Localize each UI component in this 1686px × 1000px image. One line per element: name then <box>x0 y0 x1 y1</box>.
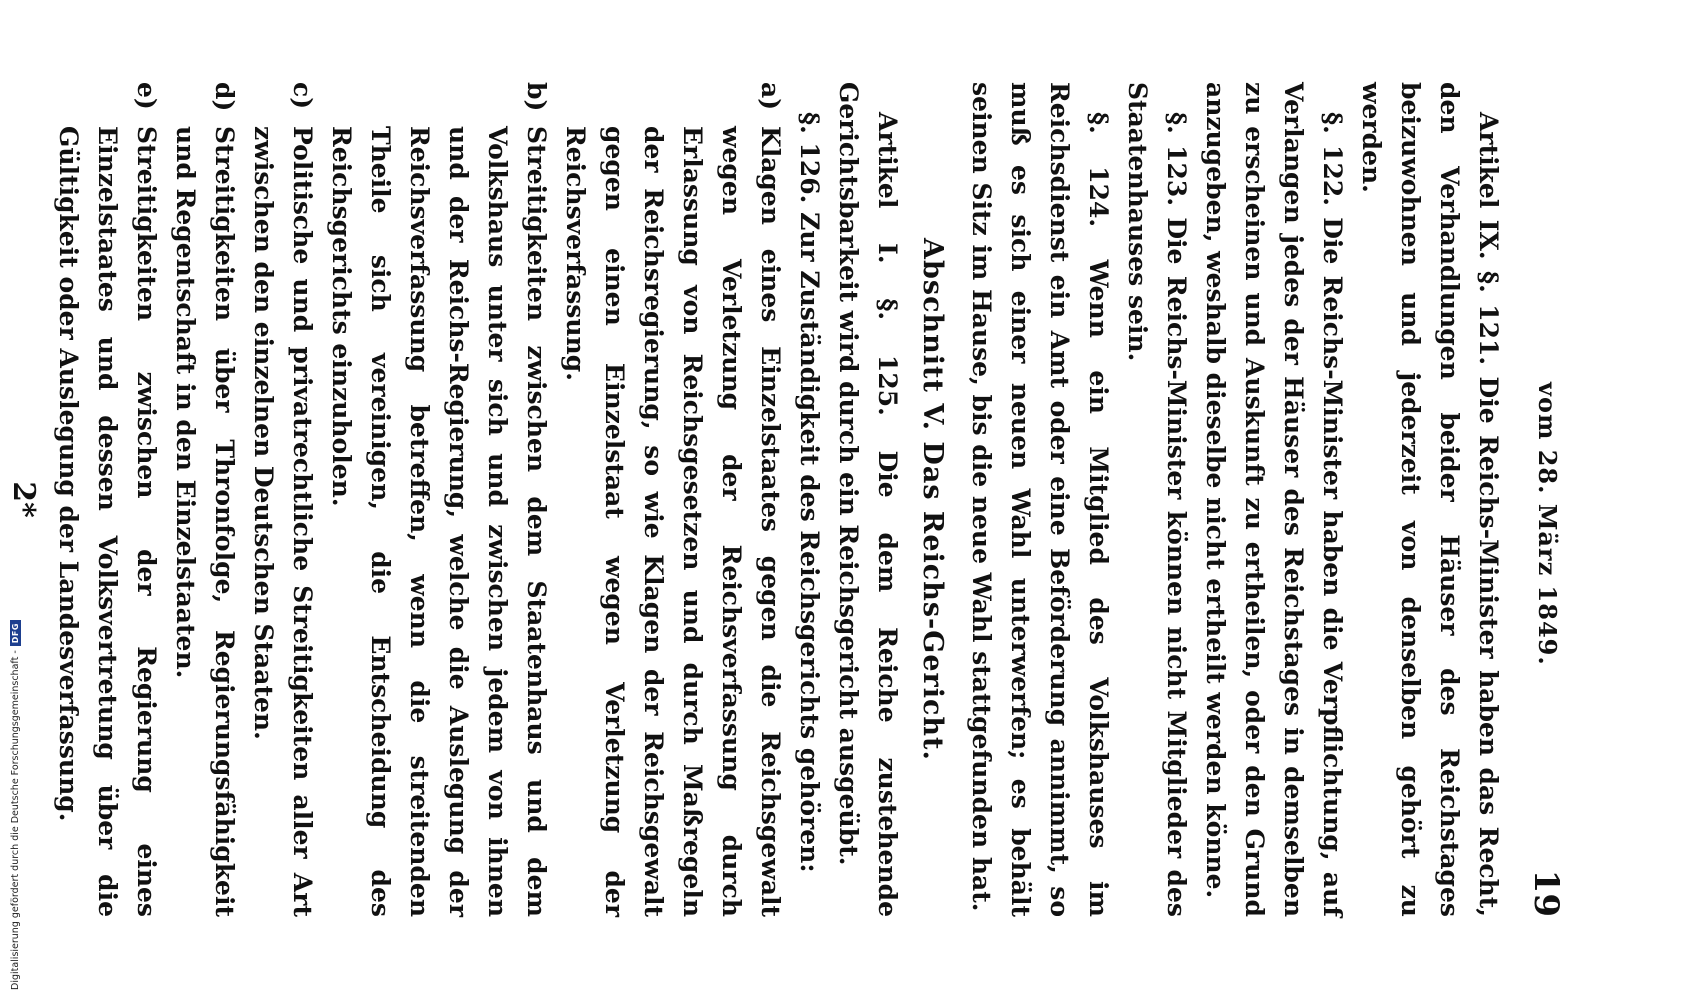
list-item-text: Streitigkeiten zwischen der Regierung eines Einzelstaates und dessen Volksvertretung über die Gültigkeit oder Auslegung der Landesverfassung. <box>54 126 161 917</box>
list-item-marker: b) <box>522 82 551 112</box>
list-item-text: Politische und privatrechtliche Streitigkeiten aller Art zwischen den einzelnen Deutschen Staaten. <box>249 126 317 917</box>
list-item-marker: e) <box>132 82 161 110</box>
list-item-text: Streitigkeiten über Thronfolge, Regierungsfähigkeit und Regentschaft in den Einzelstaaten. <box>171 126 239 917</box>
list-item <box>556 82 790 917</box>
list-item <box>49 82 166 917</box>
section-heading: Abschnitt V. Das Reichs-Gericht. <box>917 238 948 761</box>
body-text <box>0 82 1508 917</box>
paragraph-article-1-125: Artikel I. §. 125. Die dem Reiche zustehende Gerichtsbarkeit wird durch ein Reichsgericht ausgeübt. <box>834 82 902 917</box>
running-head: vom 28. März 1849. <box>1533 382 1562 666</box>
list-item <box>322 82 556 917</box>
paragraph-122: §. 122. Die Reichs-Minister haben die Verpflichtung, auf Verlangen jedes der Häuser des Reichstages in demselben zu erscheinen und Auskunft zu ertheilen, oder den Grund anzugeben, weshalb dieselbe nicht ertheilt werden könne. <box>1201 82 1347 917</box>
list-item-marker: c) <box>288 82 317 110</box>
list-item-marker: d) <box>210 82 239 112</box>
page-header <box>1516 82 1566 917</box>
footer-text: Digitalisierung gefördert durch die Deutsche Forschungsgemeinschaft - <box>10 650 21 990</box>
list-item <box>166 82 244 917</box>
paragraph-126: §. 126. Zur Zuständigkeit des Reichsgerichts gehören: <box>795 112 824 873</box>
paragraph-123: §. 123. Die Reichs-Minister können nicht Mitglieder des Staatenhauses sein. <box>1123 82 1191 917</box>
list-item <box>0 82 4 917</box>
list-item-text: Streitigkeiten zwischen dem Staatenhaus und dem Volkshaus unter sich und zwischen jedem von ihnen und der Reichs-Regierung, welche die Auslegung der Reichsverfassung betreffen, wenn die streitenden Theile sich vereinigen, die Entscheidung des Reichsgerichts einzuholen. <box>327 126 551 917</box>
dfg-logo: DFG <box>10 620 21 646</box>
page-signature: 2* <box>6 481 41 518</box>
list-item-marker <box>0 82 4 116</box>
paragraph-124: §. 124. Wenn ein Mitglied des Volkshauses im Reichsdienst ein Amt oder eine Beförderung annimmt, so muß es sich einer neuen Wahl unterwerfen; es behält seinen Sitz im Hause, bis die neue Wahl stattgefunden hat. <box>967 82 1113 917</box>
paragraph-article-9-121: Artikel IX. §. 121. Die Reichs-Minister haben das Recht, den Verhandlungen beider Häuser des Reichstages beizuwohnen und jederzeit von denselben gehört zu werden. <box>1357 82 1503 917</box>
page-number: 19 <box>1526 869 1566 917</box>
list-item-text: Klagen eines Einzelstaates gegen die Reichsgewalt wegen Verletzung der Reichsverfassung durch Erlassung von Reichsgesetzen und durch Maßregeln der Reichsregierung, so wie Klagen der Reichsgewalt gegen einen Einzelstaat wegen Verletzung der Reichsverfassung. <box>561 126 785 917</box>
list-item <box>244 82 322 917</box>
list-item-marker: a) <box>756 82 785 111</box>
list-item-text <box>0 126 4 917</box>
